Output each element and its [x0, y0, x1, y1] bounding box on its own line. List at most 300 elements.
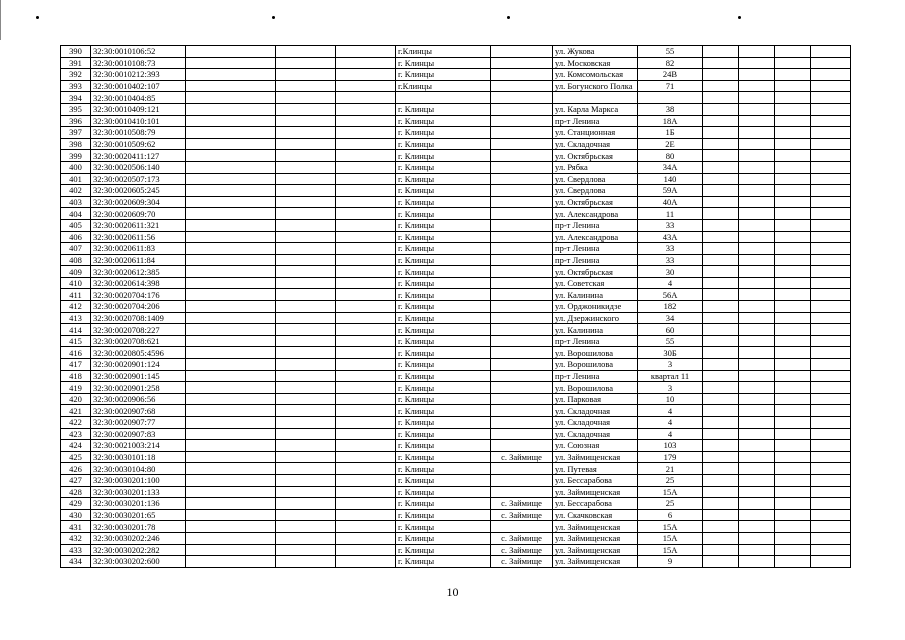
empty-cell — [811, 161, 851, 173]
empty-cell — [739, 173, 775, 185]
empty-cell — [276, 417, 336, 429]
empty-cell — [276, 324, 336, 336]
village-cell — [491, 370, 553, 382]
village-cell — [491, 347, 553, 359]
house-cell: 103 — [638, 440, 703, 452]
empty-cell — [336, 80, 396, 92]
cadastral-number: 32:30:0020611:83 — [91, 243, 186, 255]
empty-cell — [811, 417, 851, 429]
village-cell — [491, 440, 553, 452]
house-cell: 140 — [638, 173, 703, 185]
cadastral-number: 32:30:0020708:227 — [91, 324, 186, 336]
house-cell: 179 — [638, 451, 703, 463]
cadastral-number: 32:30:0030201:100 — [91, 474, 186, 486]
house-cell: 33 — [638, 243, 703, 255]
village-cell — [491, 69, 553, 81]
city-cell: г. Клинцы — [396, 312, 491, 324]
street-cell: ул. Свердлова — [553, 173, 638, 185]
street-cell: ул. Складочная — [553, 405, 638, 417]
page-number: 10 — [446, 585, 459, 599]
city-cell — [396, 92, 491, 104]
empty-cell — [336, 417, 396, 429]
empty-cell — [775, 69, 811, 81]
empty-cell — [811, 509, 851, 521]
row-number: 417 — [61, 359, 91, 371]
empty-cell — [336, 208, 396, 220]
empty-cell — [811, 463, 851, 475]
empty-cell — [775, 231, 811, 243]
street-cell: ул. Октябрьская — [553, 150, 638, 162]
row-number: 434 — [61, 556, 91, 568]
empty-cell — [739, 208, 775, 220]
city-cell: г. Клинцы — [396, 532, 491, 544]
house-cell: 1Б — [638, 127, 703, 139]
row-number: 430 — [61, 509, 91, 521]
city-cell: г. Клинцы — [396, 219, 491, 231]
empty-cell — [739, 138, 775, 150]
street-cell: ул. Станционная — [553, 127, 638, 139]
empty-cell — [703, 347, 739, 359]
street-cell: пр-т Ленина — [553, 335, 638, 347]
table-row — [61, 289, 851, 301]
empty-cell — [775, 254, 811, 266]
empty-cell — [811, 219, 851, 231]
empty-cell — [811, 440, 851, 452]
village-cell: с. Займище — [491, 509, 553, 521]
empty-cell — [703, 243, 739, 255]
house-cell: 15А — [638, 486, 703, 498]
empty-cell — [276, 138, 336, 150]
empty-cell — [775, 138, 811, 150]
house-cell: 4 — [638, 417, 703, 429]
city-cell: г. Клинцы — [396, 289, 491, 301]
house-cell: 38 — [638, 103, 703, 115]
street-cell: пр-т Ленина — [553, 115, 638, 127]
house-cell: 34 — [638, 312, 703, 324]
village-cell — [491, 103, 553, 115]
cadastral-number: 32:30:0030202:246 — [91, 532, 186, 544]
empty-cell — [811, 92, 851, 104]
empty-cell — [775, 161, 811, 173]
row-number: 425 — [61, 451, 91, 463]
empty-cell — [739, 185, 775, 197]
empty-cell — [186, 115, 276, 127]
empty-cell — [276, 532, 336, 544]
house-cell: 60 — [638, 324, 703, 336]
cadastral-number: 32:30:0020901:258 — [91, 382, 186, 394]
cadastral-number: 32:30:0020901:124 — [91, 359, 186, 371]
row-number: 410 — [61, 277, 91, 289]
empty-cell — [336, 486, 396, 498]
empty-cell — [336, 231, 396, 243]
empty-cell — [276, 359, 336, 371]
empty-cell — [186, 393, 276, 405]
city-cell: г. Клинцы — [396, 521, 491, 533]
empty-cell — [703, 289, 739, 301]
city-cell: г. Клинцы — [396, 103, 491, 115]
cadastral-number: 32:30:0020708:1409 — [91, 312, 186, 324]
empty-cell — [336, 219, 396, 231]
empty-cell — [703, 556, 739, 568]
empty-cell — [811, 359, 851, 371]
empty-cell — [739, 46, 775, 58]
table-row — [61, 115, 851, 127]
empty-cell — [186, 219, 276, 231]
city-cell: г. Клинцы — [396, 57, 491, 69]
cadastral-number: 32:30:0030201:78 — [91, 521, 186, 533]
house-cell: 82 — [638, 57, 703, 69]
table-row — [61, 185, 851, 197]
empty-cell — [775, 266, 811, 278]
table-row — [61, 312, 851, 324]
table-row — [61, 150, 851, 162]
empty-cell — [186, 277, 276, 289]
row-number: 394 — [61, 92, 91, 104]
house-cell: 80 — [638, 150, 703, 162]
row-number: 424 — [61, 440, 91, 452]
table-row — [61, 532, 851, 544]
street-cell: ул. Ворошилова — [553, 382, 638, 394]
cadastral-number: 32:30:0020506:140 — [91, 161, 186, 173]
house-cell: 43А — [638, 231, 703, 243]
empty-cell — [336, 127, 396, 139]
row-number: 390 — [61, 46, 91, 58]
empty-cell — [336, 498, 396, 510]
city-cell: г. Клинцы — [396, 161, 491, 173]
empty-cell — [703, 451, 739, 463]
empty-cell — [775, 277, 811, 289]
empty-cell — [276, 115, 336, 127]
empty-cell — [775, 208, 811, 220]
empty-cell — [811, 556, 851, 568]
empty-cell — [811, 289, 851, 301]
empty-cell — [276, 57, 336, 69]
table-row — [61, 243, 851, 255]
empty-cell — [811, 57, 851, 69]
table-row — [61, 266, 851, 278]
city-cell: г. Клинцы — [396, 196, 491, 208]
empty-cell — [276, 335, 336, 347]
village-cell: с. Займище — [491, 498, 553, 510]
street-cell: ул. Складочная — [553, 428, 638, 440]
empty-cell — [336, 46, 396, 58]
row-number: 415 — [61, 335, 91, 347]
row-number: 416 — [61, 347, 91, 359]
house-cell: 15А — [638, 521, 703, 533]
empty-cell — [739, 150, 775, 162]
empty-cell — [739, 359, 775, 371]
city-cell: г. Клинцы — [396, 115, 491, 127]
empty-cell — [276, 347, 336, 359]
empty-cell — [739, 463, 775, 475]
village-cell — [491, 289, 553, 301]
cadastral-number: 32:30:0020611:321 — [91, 219, 186, 231]
table-row — [61, 486, 851, 498]
empty-cell — [186, 370, 276, 382]
village-cell — [491, 417, 553, 429]
house-cell: 71 — [638, 80, 703, 92]
empty-cell — [336, 92, 396, 104]
empty-cell — [811, 115, 851, 127]
empty-cell — [703, 532, 739, 544]
empty-cell — [811, 150, 851, 162]
city-cell: г. Клинцы — [396, 451, 491, 463]
row-number: 429 — [61, 498, 91, 510]
cadastral-number: 32:30:0021003:214 — [91, 440, 186, 452]
empty-cell — [186, 451, 276, 463]
row-number: 421 — [61, 405, 91, 417]
row-number: 418 — [61, 370, 91, 382]
empty-cell — [703, 509, 739, 521]
empty-cell — [186, 161, 276, 173]
row-number: 391 — [61, 57, 91, 69]
row-number: 404 — [61, 208, 91, 220]
empty-cell — [186, 57, 276, 69]
empty-cell — [336, 324, 396, 336]
empty-cell — [336, 185, 396, 197]
house-cell: 30 — [638, 266, 703, 278]
empty-cell — [703, 312, 739, 324]
street-cell: ул. Александрова — [553, 208, 638, 220]
empty-cell — [276, 498, 336, 510]
empty-cell — [336, 370, 396, 382]
cadastral-number: 32:30:0020708:621 — [91, 335, 186, 347]
village-cell — [491, 115, 553, 127]
row-number: 413 — [61, 312, 91, 324]
empty-cell — [276, 254, 336, 266]
house-cell: 4 — [638, 428, 703, 440]
empty-cell — [703, 92, 739, 104]
empty-cell — [276, 486, 336, 498]
house-cell: 40А — [638, 196, 703, 208]
city-cell: г.Клинцы — [396, 80, 491, 92]
empty-cell — [811, 393, 851, 405]
city-cell: г. Клинцы — [396, 405, 491, 417]
row-number: 402 — [61, 185, 91, 197]
empty-cell — [811, 103, 851, 115]
street-cell: пр-т Ленина — [553, 370, 638, 382]
empty-cell — [739, 417, 775, 429]
house-cell: 33 — [638, 254, 703, 266]
empty-cell — [186, 474, 276, 486]
empty-cell — [336, 556, 396, 568]
street-cell: ул. Жукова — [553, 46, 638, 58]
empty-cell — [276, 69, 336, 81]
empty-cell — [703, 196, 739, 208]
empty-cell — [276, 266, 336, 278]
empty-cell — [336, 312, 396, 324]
city-cell: г. Клинцы — [396, 69, 491, 81]
empty-cell — [276, 127, 336, 139]
house-cell: 55 — [638, 335, 703, 347]
city-cell: г.Клинцы — [396, 46, 491, 58]
empty-cell — [811, 544, 851, 556]
empty-cell — [703, 231, 739, 243]
village-cell — [491, 312, 553, 324]
empty-cell — [186, 127, 276, 139]
empty-cell — [336, 289, 396, 301]
empty-cell — [703, 521, 739, 533]
empty-cell — [739, 289, 775, 301]
empty-cell — [336, 405, 396, 417]
empty-cell — [775, 324, 811, 336]
house-cell: 25 — [638, 474, 703, 486]
empty-cell — [739, 196, 775, 208]
empty-cell — [186, 69, 276, 81]
empty-cell — [775, 115, 811, 127]
cadastral-number: 32:30:0020805:4596 — [91, 347, 186, 359]
empty-cell — [703, 69, 739, 81]
house-cell: 34А — [638, 161, 703, 173]
scan-dot — [36, 16, 39, 19]
scan-dot — [272, 16, 275, 19]
city-cell: г. Клинцы — [396, 347, 491, 359]
empty-cell — [775, 405, 811, 417]
house-cell: 33 — [638, 219, 703, 231]
street-cell: ул. Орджоникидзе — [553, 301, 638, 313]
empty-cell — [739, 474, 775, 486]
empty-cell — [739, 69, 775, 81]
cadastral-number: 32:30:0020611:56 — [91, 231, 186, 243]
cadastral-number: 32:30:0010509:62 — [91, 138, 186, 150]
empty-cell — [703, 161, 739, 173]
table-row — [61, 208, 851, 220]
empty-cell — [775, 347, 811, 359]
cadastral-number: 32:30:0010402:107 — [91, 80, 186, 92]
city-cell: г. Клинцы — [396, 463, 491, 475]
table-row — [61, 196, 851, 208]
city-cell: г. Клинцы — [396, 150, 491, 162]
empty-cell — [739, 532, 775, 544]
house-cell — [638, 92, 703, 104]
table-row — [61, 359, 851, 371]
row-number: 409 — [61, 266, 91, 278]
village-cell — [491, 405, 553, 417]
cadastral-number: 32:30:0020611:84 — [91, 254, 186, 266]
cadastral-number: 32:30:0010410:101 — [91, 115, 186, 127]
empty-cell — [336, 115, 396, 127]
empty-cell — [775, 335, 811, 347]
empty-cell — [703, 208, 739, 220]
street-cell: ул. Складочная — [553, 138, 638, 150]
table-row — [61, 277, 851, 289]
empty-cell — [336, 544, 396, 556]
empty-cell — [276, 382, 336, 394]
village-cell: с. Займище — [491, 532, 553, 544]
empty-cell — [739, 382, 775, 394]
empty-cell — [703, 474, 739, 486]
empty-cell — [775, 532, 811, 544]
empty-cell — [811, 370, 851, 382]
empty-cell — [739, 57, 775, 69]
house-cell: 3 — [638, 359, 703, 371]
table-row — [61, 393, 851, 405]
empty-cell — [739, 347, 775, 359]
street-cell: ул. Займищенская — [553, 556, 638, 568]
empty-cell — [739, 161, 775, 173]
empty-cell — [336, 301, 396, 313]
empty-cell — [186, 440, 276, 452]
table-row — [61, 161, 851, 173]
empty-cell — [336, 277, 396, 289]
village-cell — [491, 359, 553, 371]
empty-cell — [811, 243, 851, 255]
cadastral-number: 32:30:0010508:79 — [91, 127, 186, 139]
empty-cell — [775, 150, 811, 162]
cadastral-number: 32:30:0020906:56 — [91, 393, 186, 405]
empty-cell — [775, 196, 811, 208]
scan-dot — [738, 16, 741, 19]
empty-cell — [775, 57, 811, 69]
table-row — [61, 347, 851, 359]
empty-cell — [336, 532, 396, 544]
city-cell: г. Клинцы — [396, 173, 491, 185]
street-cell: ул. Рябка — [553, 161, 638, 173]
table-row — [61, 544, 851, 556]
empty-cell — [186, 208, 276, 220]
table-row — [61, 440, 851, 452]
empty-cell — [336, 254, 396, 266]
house-cell: 15А — [638, 532, 703, 544]
empty-cell — [276, 150, 336, 162]
cadastral-number: 32:30:0020907:77 — [91, 417, 186, 429]
row-number: 419 — [61, 382, 91, 394]
empty-cell — [336, 382, 396, 394]
cadastral-number: 32:30:0030202:600 — [91, 556, 186, 568]
empty-cell — [811, 69, 851, 81]
empty-cell — [703, 498, 739, 510]
empty-cell — [703, 219, 739, 231]
empty-cell — [811, 451, 851, 463]
village-cell — [491, 324, 553, 336]
row-number: 393 — [61, 80, 91, 92]
empty-cell — [336, 509, 396, 521]
village-cell — [491, 243, 553, 255]
empty-cell — [703, 393, 739, 405]
empty-cell — [775, 46, 811, 58]
village-cell — [491, 266, 553, 278]
empty-cell — [703, 428, 739, 440]
house-cell: 56А — [638, 289, 703, 301]
empty-cell — [336, 359, 396, 371]
street-cell: ул. Союзная — [553, 440, 638, 452]
empty-cell — [186, 301, 276, 313]
house-cell: 59А — [638, 185, 703, 197]
street-cell: ул. Карла Маркса — [553, 103, 638, 115]
empty-cell — [811, 196, 851, 208]
empty-cell — [811, 277, 851, 289]
street-cell: ул. Александрова — [553, 231, 638, 243]
street-cell: ул. Дзержинского — [553, 312, 638, 324]
empty-cell — [703, 335, 739, 347]
empty-cell — [276, 46, 336, 58]
empty-cell — [739, 405, 775, 417]
empty-cell — [739, 428, 775, 440]
empty-cell — [775, 370, 811, 382]
city-cell: г. Клинцы — [396, 370, 491, 382]
empty-cell — [811, 521, 851, 533]
village-cell — [491, 46, 553, 58]
empty-cell — [775, 440, 811, 452]
city-cell: г. Клинцы — [396, 138, 491, 150]
empty-cell — [186, 266, 276, 278]
row-number: 426 — [61, 463, 91, 475]
empty-cell — [811, 428, 851, 440]
empty-cell — [186, 46, 276, 58]
table-row — [61, 301, 851, 313]
table-row — [61, 417, 851, 429]
city-cell: г. Клинцы — [396, 266, 491, 278]
